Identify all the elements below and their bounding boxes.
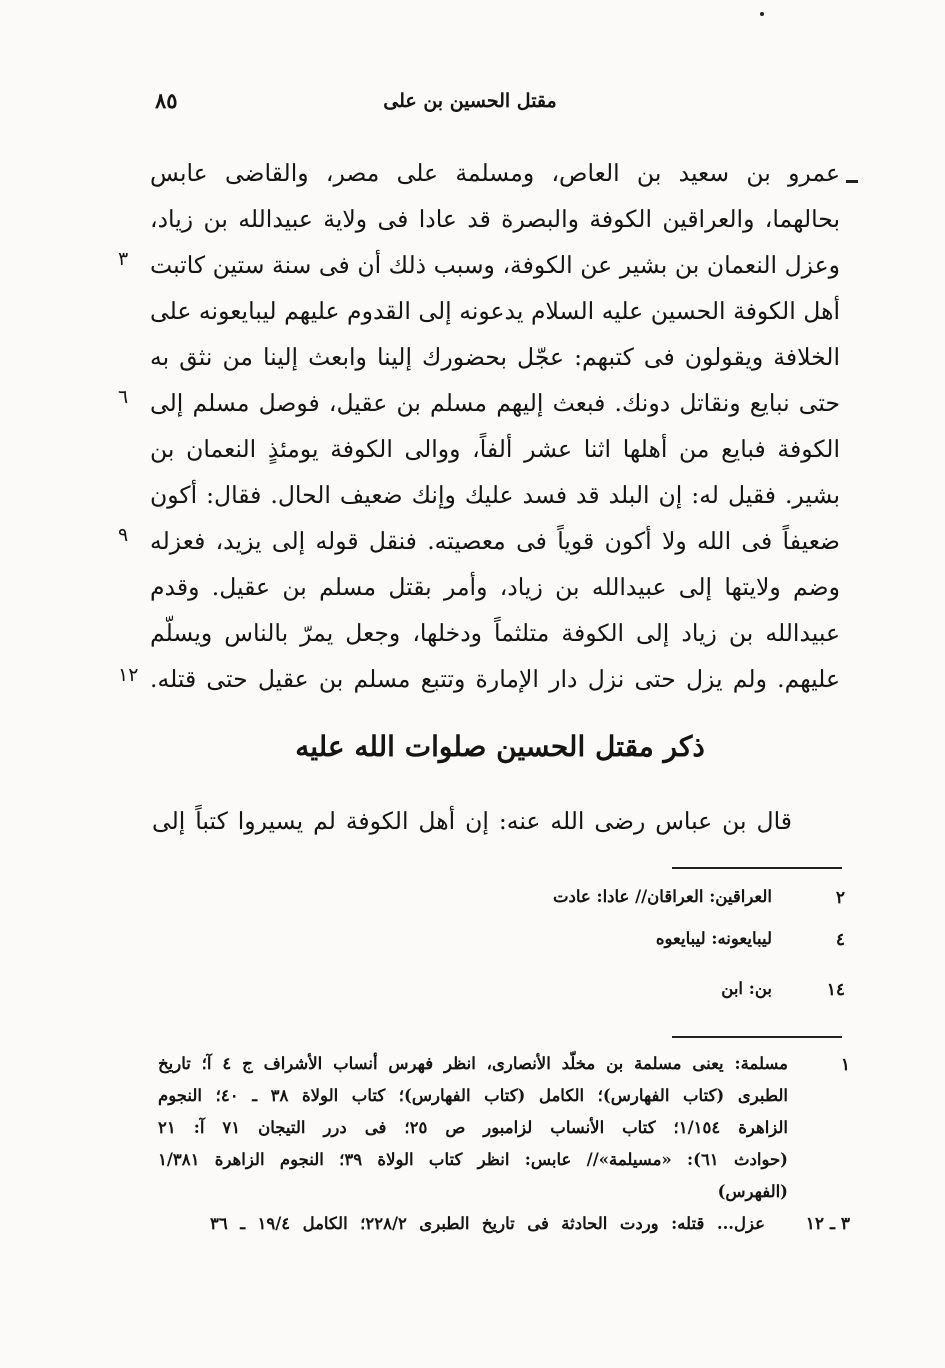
body-line-10: وضم ولايتها إلى عبيدالله بن زياد، وأمر بقتل مسلم بن عقيل. وقدم xyxy=(150,573,840,601)
line-marker-3: ٣ xyxy=(118,248,129,270)
page-speck xyxy=(760,12,764,16)
running-title: مقتل الحسين بن على xyxy=(383,90,557,112)
body-line-5: الخلافة ويقولون فى كتبهم: عجّل بحضورك إلينا وابعث إلينا من نثق به xyxy=(150,343,840,371)
paragraph-continuation-mark xyxy=(846,180,858,183)
body-line-8: بشير. فقيل له: إن البلد قد فسد عليك وإنك ضعيف الحال. فقال: أكون xyxy=(150,481,840,509)
section-first-line: قال بن عباس رضى الله عنه: إن أهل الكوفة لم يسيروا كتباً إلى xyxy=(152,807,792,835)
note-1-line: الزاهرة ١/١٥٤؛ كتاب الأنساب لزامبور ص ٢٥؛ فى درر التيجان ٧١ آ: ٢١ xyxy=(158,1118,788,1137)
note-1-line: (الفهرس) xyxy=(717,1182,788,1201)
note-1-line: الطبرى (كتاب الفهارس)؛ الكامل (كتاب الفهارس)؛ كتاب الولاة ٣٨ ـ ٤٠؛ النجوم xyxy=(158,1086,788,1105)
body-line-11: عبيدالله بن زياد إلى الكوفة متلثماً ودخلها، وجعل يمرّ بالناس ويسلّم xyxy=(150,619,840,647)
line-marker-12: ١٢ xyxy=(118,664,139,686)
page-number: ٨٥ xyxy=(155,88,178,113)
note-2-line-ref: ٣ ـ ١٢ xyxy=(805,1214,850,1234)
body-line-6: حتى نبايع ونقاتل دونك. فبعث إليهم مسلم بن عقيل، فوصل مسلم إلى xyxy=(150,389,840,417)
body-line-2: بحالهما، والعراقين الكوفة والبصرة قد عادا فى ولاية عبيدالله بن زياد، xyxy=(150,205,840,233)
body-line-1: عمرو بن سعيد بن العاص، ومسلمة على مصر، والقاضى عابس xyxy=(150,159,840,187)
line-marker-6: ٦ xyxy=(118,386,129,408)
note-2-line: عزل... قتله: وردت الحادثة فى تاريخ الطبرى ٢٢٨/٢؛ الكامل ١٩/٤ ـ ٣٦ xyxy=(210,1214,765,1233)
variant-line-number: ١٤ xyxy=(826,980,845,1000)
section-heading: ذكر مقتل الحسين صلوات الله عليه xyxy=(295,730,705,763)
variant-line-number: ٤ xyxy=(835,930,845,950)
line-marker-9: ٩ xyxy=(118,524,129,546)
note-1-line: (حوادث ٦١): «مسيلمة»// عابس: انظر كتاب الولاة ٣٩؛ النجوم الزاهرة ١/٣٨١ xyxy=(158,1150,788,1169)
note-1-line: مسلمة: يعنى مسلمة بن مخلّد الأنصارى، انظر فهرس أنساب الأشراف ج ٤ آ؛ تاريخ xyxy=(158,1054,788,1073)
body-line-3: وعزل النعمان بن بشير عن الكوفة، وسبب ذلك أن فى سنة ستين كاتبت xyxy=(150,251,840,279)
body-line-7: الكوفة فبايع من أهلها اثنا عشر ألفاً، ووالى الكوفة يومئذٍ النعمان بن xyxy=(150,435,840,463)
variant-line-number: ٢ xyxy=(835,888,845,908)
variants-separator xyxy=(672,867,842,869)
variant-entry: ليبايعونه: ليبايعوه xyxy=(655,929,772,948)
body-line-4: أهل الكوفة الحسين عليه السلام يدعونه إلى القدوم عليهم ليبايعونه على xyxy=(150,297,840,325)
notes-separator xyxy=(672,1036,842,1038)
body-line-12: عليهم. ولم يزل حتى نزل دار الإمارة وتتبع مسلم بن عقيل حتى قتله. xyxy=(150,665,840,693)
variant-entry: بن: ابن xyxy=(721,979,772,998)
body-line-9: ضعيفاً فى الله ولا أكون قوياً فى معصيته. فنقل قوله إلى يزيد، فعزله xyxy=(150,527,840,555)
note-1-line-ref: ١ xyxy=(840,1055,850,1075)
variant-entry: العراقين: العراقان// عادا: عادت xyxy=(552,887,772,906)
